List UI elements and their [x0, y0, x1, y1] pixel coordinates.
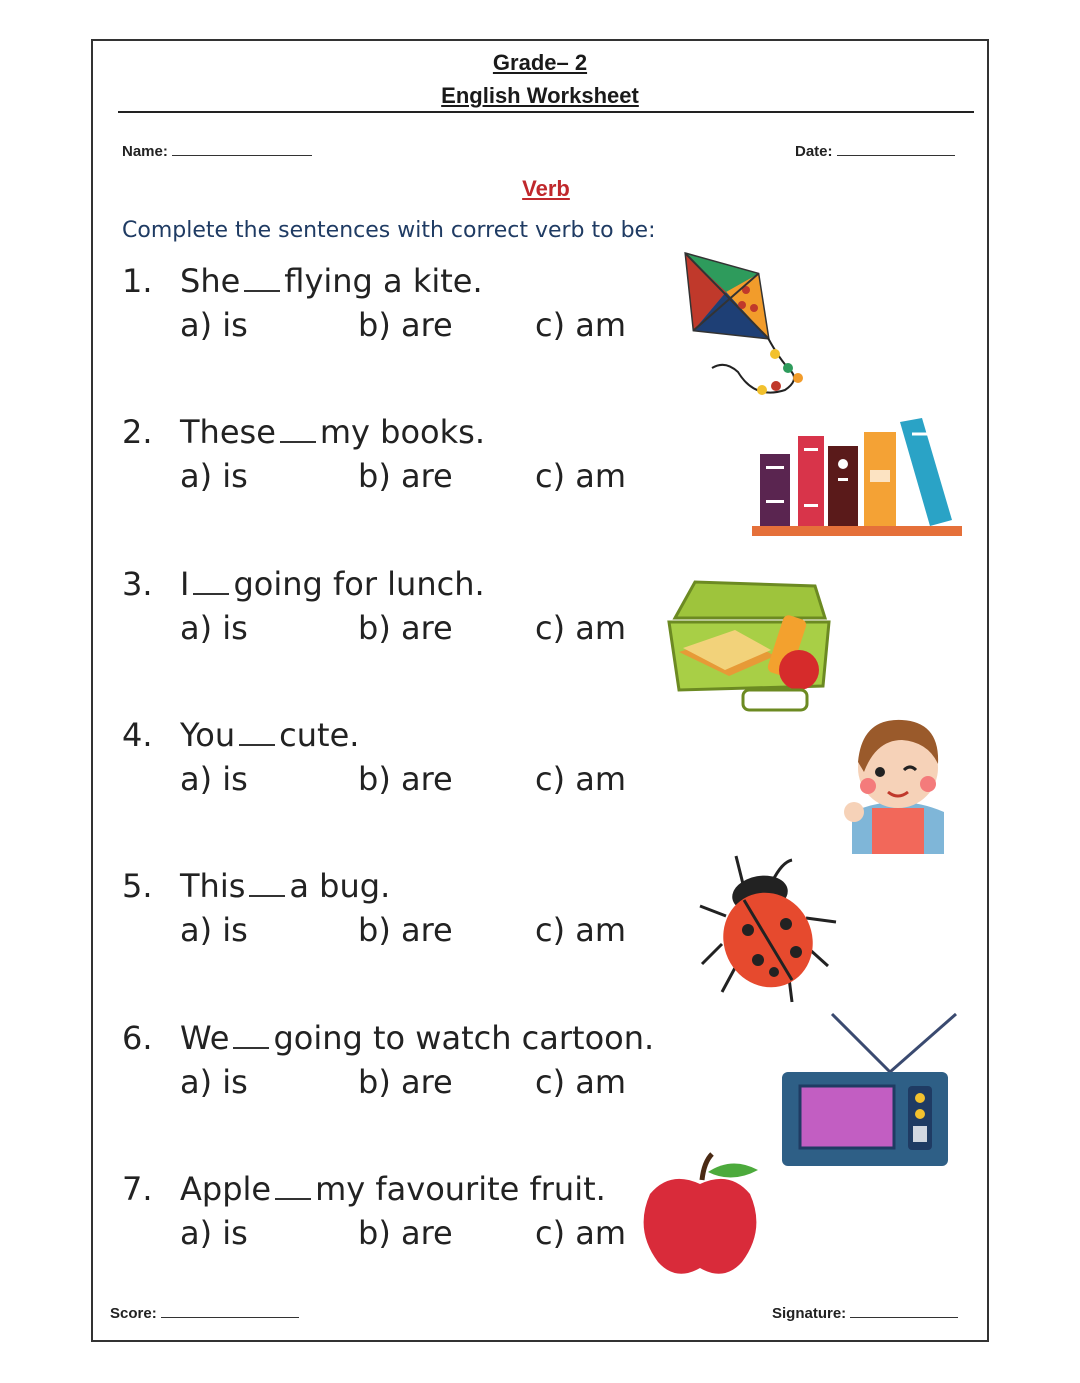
subject-heading: English Worksheet: [441, 83, 639, 108]
answer-blank[interactable]: [275, 1176, 311, 1200]
option-b[interactable]: b) are: [358, 760, 453, 798]
score-blank[interactable]: [161, 1303, 299, 1318]
option-b[interactable]: b) are: [358, 1063, 453, 1101]
header-rule: [118, 111, 974, 113]
question-number: 5.: [122, 867, 153, 905]
option-b[interactable]: b) are: [358, 1214, 453, 1252]
question-1: [122, 262, 483, 300]
verb-title-wrap: [0, 176, 1080, 202]
option-c[interactable]: c) am: [535, 911, 627, 949]
grade-heading: Grade– 2: [492, 50, 588, 75]
question-text-before: We: [180, 1019, 230, 1057]
date-blank[interactable]: [837, 141, 955, 156]
question-7: [122, 1170, 606, 1208]
child-icon: [842, 712, 954, 854]
question-text-before: You: [180, 716, 236, 754]
section-title: Verb: [522, 176, 570, 201]
question-number: 7.: [122, 1170, 153, 1208]
answer-blank[interactable]: [244, 268, 280, 292]
question-5: [122, 867, 390, 905]
signature-blank[interactable]: [850, 1303, 958, 1318]
option-b[interactable]: b) are: [358, 306, 453, 344]
question-3: [122, 565, 485, 603]
answer-blank[interactable]: [249, 873, 285, 897]
name-field: [122, 141, 312, 160]
question-text-after: going for lunch.: [233, 565, 485, 603]
signature-label: Signature:: [772, 1305, 847, 1322]
option-b[interactable]: b) are: [358, 911, 453, 949]
question-text-after: cute.: [279, 716, 360, 754]
answer-blank[interactable]: [233, 1025, 269, 1049]
question-text-before: This: [180, 867, 246, 905]
ladybug-icon: [696, 852, 840, 1008]
kite-icon: [680, 250, 820, 410]
question-number: 3.: [122, 565, 153, 603]
question-number: 1.: [122, 262, 153, 300]
question-number: 6.: [122, 1019, 153, 1057]
option-a[interactable]: a) is: [180, 760, 248, 798]
question-2: [122, 413, 485, 451]
name-blank[interactable]: [172, 141, 312, 156]
question-text-before: I: [180, 565, 190, 603]
option-a[interactable]: a) is: [180, 1214, 248, 1252]
option-a[interactable]: a) is: [180, 609, 248, 647]
answer-blank[interactable]: [239, 722, 275, 746]
question-number: 4.: [122, 716, 153, 754]
date-label: Date:: [795, 143, 833, 160]
lunchbox-icon: [665, 578, 835, 718]
tv-icon: [780, 1010, 952, 1172]
answer-blank[interactable]: [193, 571, 229, 595]
name-label: Name:: [122, 143, 168, 160]
answer-blank[interactable]: [280, 419, 316, 443]
question-text-before: These: [180, 413, 276, 451]
instruction-text: Complete the sentences with correct verb to be:: [122, 218, 656, 243]
option-b[interactable]: b) are: [358, 609, 453, 647]
option-c[interactable]: c) am: [535, 609, 627, 647]
option-a[interactable]: a) is: [180, 911, 248, 949]
option-c[interactable]: c) am: [535, 760, 627, 798]
score-label: Score:: [110, 1305, 157, 1322]
date-field: [795, 141, 955, 160]
question-text-after: a bug.: [289, 867, 391, 905]
question-text-after: flying a kite.: [284, 262, 483, 300]
question-6: [122, 1019, 654, 1057]
apple-icon: [640, 1150, 760, 1280]
option-c[interactable]: c) am: [535, 1063, 627, 1101]
question-text-before: She: [180, 262, 241, 300]
signature-field: [772, 1303, 958, 1322]
option-a[interactable]: a) is: [180, 457, 248, 495]
books-icon: [752, 414, 964, 538]
option-c[interactable]: c) am: [535, 306, 627, 344]
question-number: 2.: [122, 413, 153, 451]
option-a[interactable]: a) is: [180, 1063, 248, 1101]
question-text-after: going to watch cartoon.: [273, 1019, 655, 1057]
option-b[interactable]: b) are: [358, 457, 453, 495]
question-text-after: my favourite fruit.: [315, 1170, 606, 1208]
question-text-before: Apple: [180, 1170, 272, 1208]
option-c[interactable]: c) am: [535, 457, 627, 495]
question-4: [122, 716, 359, 754]
option-a[interactable]: a) is: [180, 306, 248, 344]
option-c[interactable]: c) am: [535, 1214, 627, 1252]
question-text-after: my books.: [319, 413, 485, 451]
score-field: [110, 1303, 299, 1322]
